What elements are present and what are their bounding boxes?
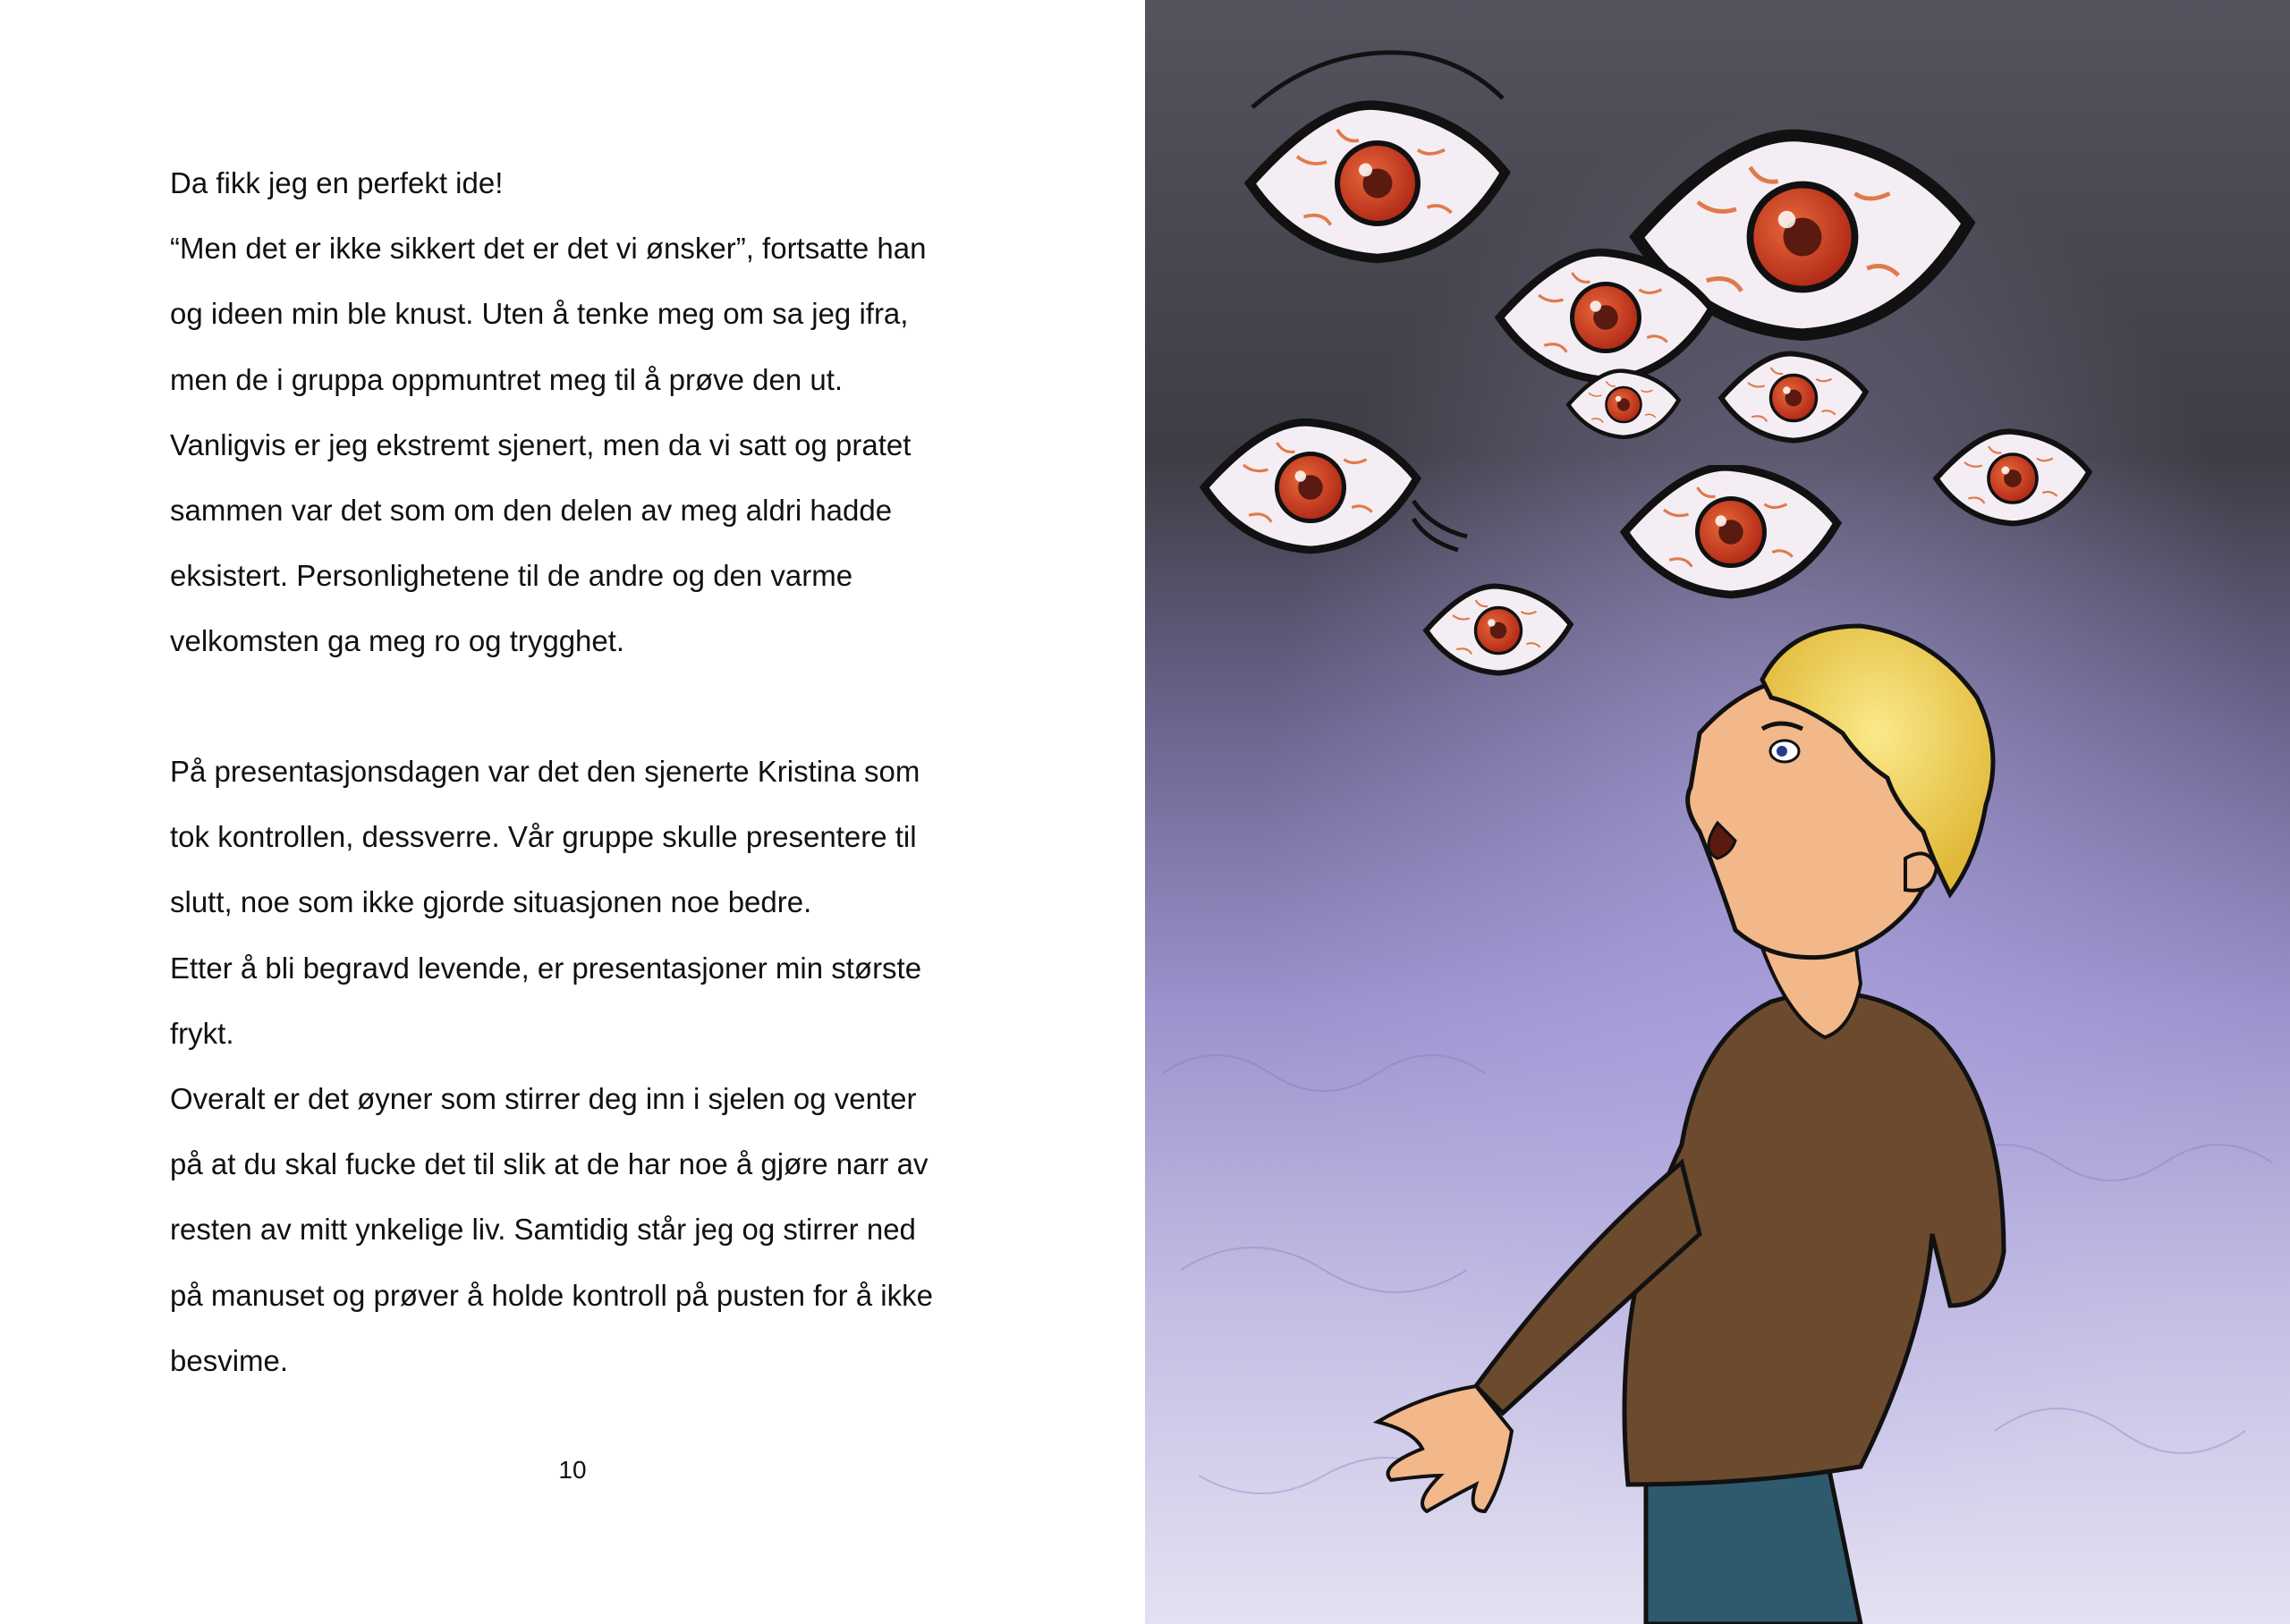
text-line: “Men det er ikke sikkert det er det vi ønsker”, fortsatte han xyxy=(170,232,927,266)
text-line: Da fikk jeg en perfekt ide! xyxy=(170,166,504,199)
paragraph-2 xyxy=(170,739,993,1393)
illustration-page xyxy=(1145,0,2290,1624)
boy-and-eyes-illustration xyxy=(1145,0,2290,1624)
text-line: på manuset og prøver å holde kontroll på pusten for å ikke xyxy=(170,1278,933,1312)
text-line: Overalt er det øyner som stirrer deg inn i sjelen og venter xyxy=(170,1082,917,1116)
text-line: frykt. xyxy=(170,1016,234,1050)
paragraph-1 xyxy=(170,150,993,674)
text-line: velkomsten ga meg ro og trygghet. xyxy=(170,624,625,658)
text-line: men de i gruppa oppmuntret meg til å prøve den ut. xyxy=(170,362,844,396)
text-line: eksistert. Personlighetene til de andre og den varme xyxy=(170,559,853,593)
text-line: og ideen min ble knust. Uten å tenke meg om sa jeg ifra, xyxy=(170,297,909,331)
text-line: tok kontrollen, dessverre. Vår gruppe skulle presentere til xyxy=(170,820,917,854)
text-line: Etter å bli begravd levende, er presentasjoner min største xyxy=(170,951,922,985)
page-number: 10 xyxy=(558,1456,587,1484)
text-line: på at du skal fucke det til slik at de har noe å gjøre narr av xyxy=(170,1147,929,1181)
text-line: besvime. xyxy=(170,1343,289,1377)
text-line: resten av mitt ynkelige liv. Samtidig står jeg og stirrer ned xyxy=(170,1213,916,1247)
text-line: Vanligvis er jeg ekstremt sjenert, men da vi satt og pratet xyxy=(170,427,912,461)
text-line: sammen var det som om den delen av meg aldri hadde xyxy=(170,494,893,528)
text-line: slutt, noe som ikke gjorde situasjonen noe bedre. xyxy=(170,885,812,919)
text-line: På presentasjonsdagen var det den sjenerte Kristina som xyxy=(170,755,920,788)
